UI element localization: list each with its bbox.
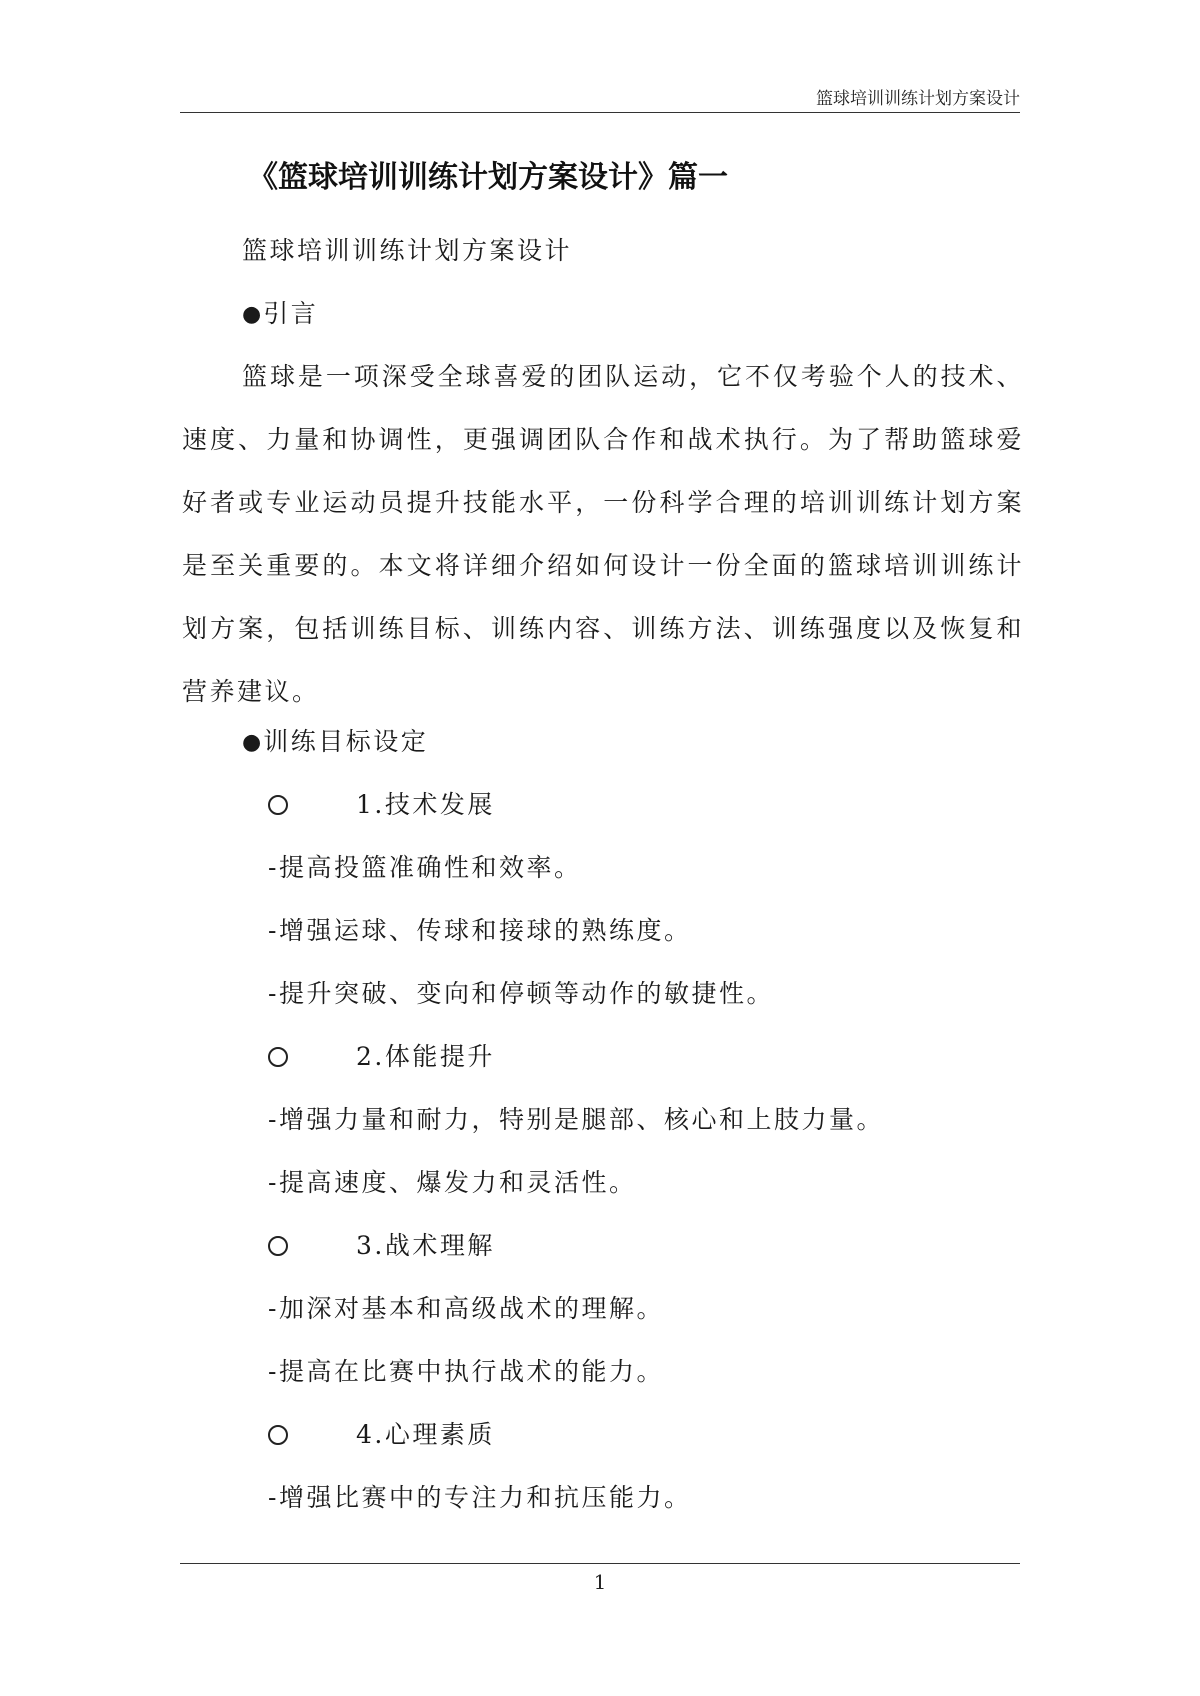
header-divider	[180, 112, 1020, 113]
filled-bullet-icon: ●	[242, 730, 262, 755]
document-body	[182, 236, 1024, 1546]
goal-item-label: 2.体能提升	[356, 1042, 495, 1071]
footer-divider	[180, 1563, 1020, 1564]
section-heading-label: 引言	[263, 299, 319, 328]
filled-bullet-icon: ●	[242, 302, 262, 327]
goal-point: -增强运球、传球和接球的熟练度。	[268, 916, 692, 945]
goal-item	[182, 1231, 1024, 1294]
goal-item	[182, 1042, 1024, 1105]
running-header: 篮球培训训练计划方案设计	[816, 89, 1020, 109]
hollow-circle-bullet-icon	[268, 1425, 288, 1445]
section-heading-goals	[182, 727, 1024, 790]
goal-point: -增强力量和耐力，特别是腿部、核心和上肢力量。	[268, 1105, 884, 1134]
goal-item-label: 4.心理素质	[356, 1420, 495, 1449]
section-heading-label: 训练目标设定	[263, 727, 429, 756]
hollow-circle-bullet-icon	[268, 1236, 288, 1256]
page-number: 1	[593, 1570, 607, 1594]
goal-point: -提升突破、变向和停顿等动作的敏捷性。	[268, 979, 774, 1008]
goal-item	[182, 790, 1024, 853]
subtitle: 篮球培训训练计划方案设计	[242, 236, 573, 265]
goal-point: -提高在比赛中执行战术的能力。	[268, 1357, 664, 1386]
goal-item-label: 3.战术理解	[356, 1231, 495, 1260]
hollow-circle-bullet-icon	[268, 1047, 288, 1067]
hollow-circle-bullet-icon	[268, 795, 288, 815]
goal-item	[182, 1420, 1024, 1483]
goal-point: -增强比赛中的专注力和抗压能力。	[268, 1483, 692, 1512]
goal-point: -加深对基本和高级战术的理解。	[268, 1294, 664, 1323]
document-title: 《篮球培训训练计划方案设计》篇一	[248, 160, 728, 195]
goal-point: -提高投篮准确性和效率。	[268, 853, 582, 882]
goal-item-label: 1.技术发展	[356, 790, 495, 819]
goal-point: -提高速度、爆发力和灵活性。	[268, 1168, 637, 1197]
intro-paragraph: 篮球是一项深受全球喜爱的团队运动，它不仅考验个人的技术、速度、力量和协调性，更强调团队合作和战术执行。为了帮助篮球爱好者或专业运动员提升技能水平，一份科学合理的培训训练计划方案是至关重要的。本文将详细介绍如何设计一份全面的篮球培训训练计划方案，包括训练目标、训练内容、训练方法、训练强度以及恢复和营养建议。	[182, 362, 1024, 706]
